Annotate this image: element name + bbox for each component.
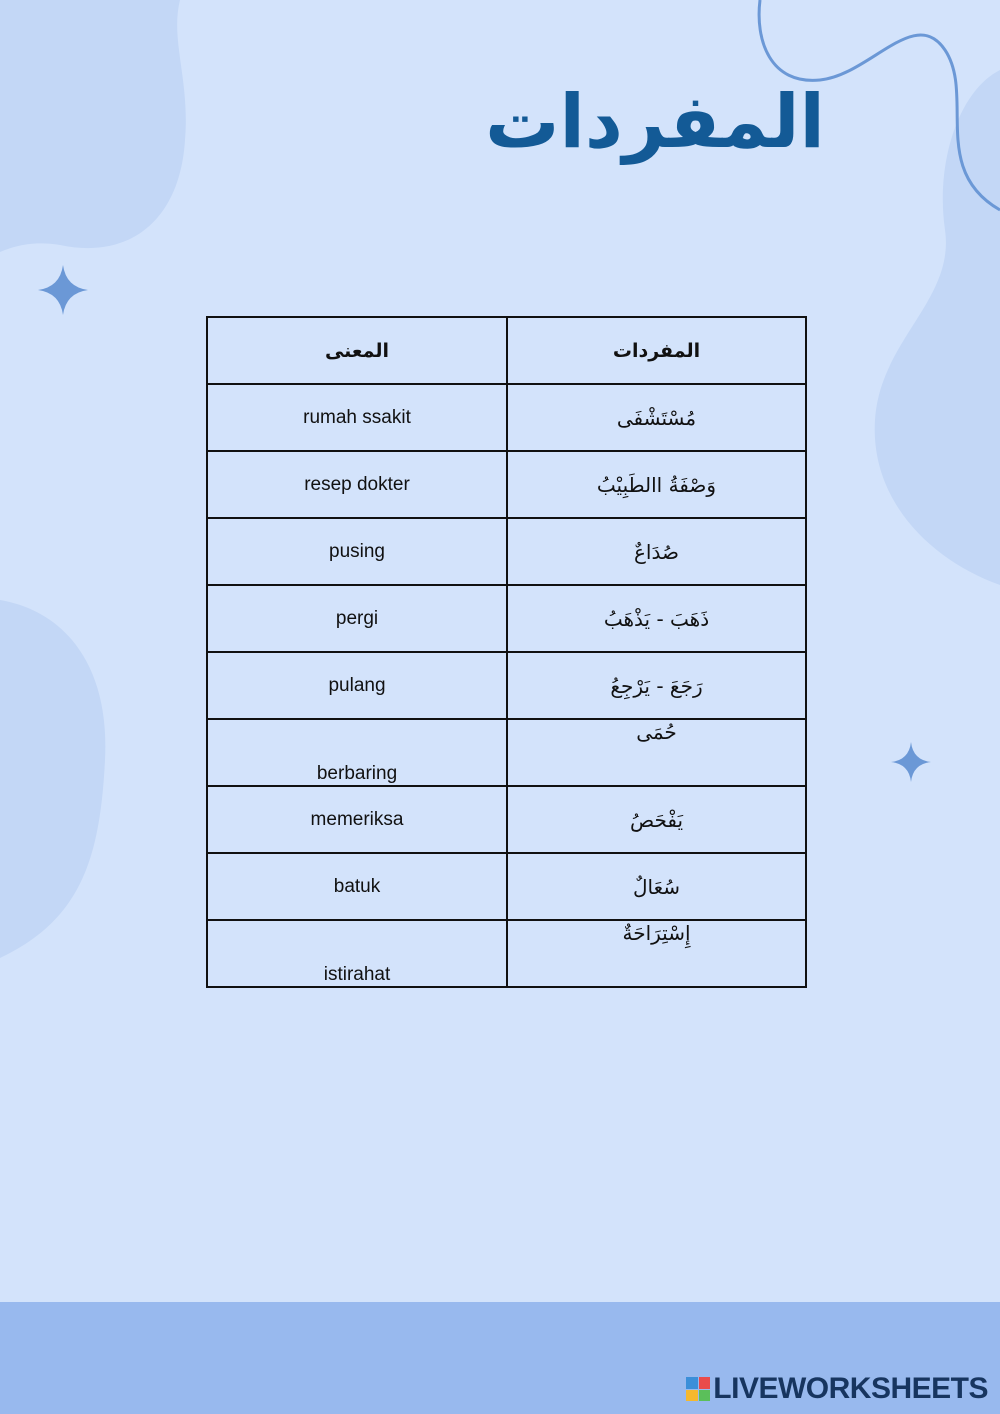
table-row: [207, 920, 806, 987]
vocabulary-cell: ذَهَبَ - يَذْهَبُ: [507, 585, 806, 652]
meaning-cell: istirahat: [207, 920, 507, 987]
meaning-cell: pergi: [207, 585, 507, 652]
table-row: [207, 786, 806, 853]
brand-name: LIVEWORKSHEETS: [713, 1372, 988, 1405]
vocabulary-cell: وَصْفَةُ االطَبِيْبُ: [507, 451, 806, 518]
meaning-cell: resep dokter: [207, 451, 507, 518]
meaning-cell: berbaring: [207, 719, 507, 786]
meaning-cell: batuk: [207, 853, 507, 920]
sparkle-icon: [38, 265, 88, 315]
meaning-cell: memeriksa: [207, 786, 507, 853]
table-header-row: [207, 317, 806, 384]
vocabulary-table: [206, 316, 807, 988]
table-row: [207, 719, 806, 786]
meaning-cell: rumah ssakit: [207, 384, 507, 451]
vocabulary-cell: حُمَى: [507, 719, 806, 786]
vocabulary-cell: سُعَالٌ: [507, 853, 806, 920]
footer-band: [0, 1302, 1000, 1414]
vocabulary-cell: إِسْتِرَاحَةٌ: [507, 920, 806, 987]
table-row: [207, 853, 806, 920]
table-row: [207, 518, 806, 585]
vocabulary-cell: رَجَعَ - يَرْجِعُ: [507, 652, 806, 719]
table-row: [207, 585, 806, 652]
vocabulary-cell: مُسْتَشْفَى: [507, 384, 806, 451]
meaning-cell: pulang: [207, 652, 507, 719]
meaning-cell: pusing: [207, 518, 507, 585]
top-left-blob: [0, 0, 186, 252]
vocabulary-cell: يَفْحَصُ: [507, 786, 806, 853]
page-title: المفردات: [485, 79, 825, 165]
left-blob: [0, 600, 105, 958]
vocabulary-cell: صُدَاعٌ: [507, 518, 806, 585]
brand-link[interactable]: [686, 1372, 988, 1406]
brand-logo-icon: [686, 1377, 710, 1401]
table-row: [207, 652, 806, 719]
table-row: [207, 384, 806, 451]
vocabulary-header: المفردات: [507, 317, 806, 384]
table-row: [207, 451, 806, 518]
meaning-header: المعنى: [207, 317, 507, 384]
sparkle-icon: [891, 742, 931, 782]
right-blob: [875, 70, 1000, 585]
